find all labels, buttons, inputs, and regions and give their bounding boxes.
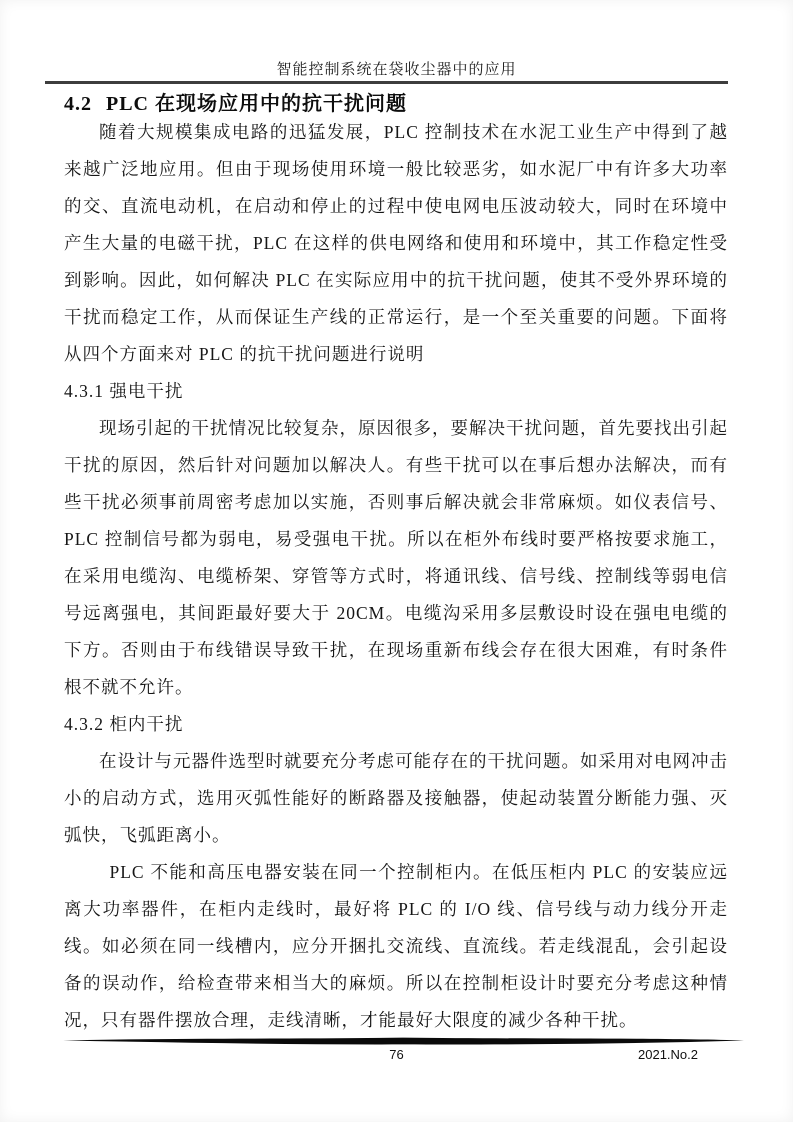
subsection-heading-4-3-1: 4.3.1 强电干扰 — [64, 381, 184, 401]
paragraph-intro: 随着大规模集成电路的迅猛发展，PLC 控制技术在水泥工业生产中得到了越来越广泛地应用。但由于现场使用环境一般比较恶劣，如水泥厂中有许多大功率的交、直流电动机，在启动和停止的过程中使电网电压波动较大，同时在环境中产生大量的电磁干扰，PLC 在这样的供电网络和使用和环境中，其工作稳定性受到影响。因此，如何解决 PLC 在实际应用中的抗干扰问题，使其不受外界环境的干扰而稳定工作，从而保证生产线的正常运行，是一个至关重要的问题。下面将从四个方面来对 PLC 的抗干扰问题进行说明 — [64, 122, 728, 364]
issue-label: 2021.No.2 — [638, 1047, 698, 1062]
section-heading — [64, 87, 728, 116]
paragraph-plc-installation: PLC 不能和高压电器安装在同一个控制柜内。在低压柜内 PLC 的安装应远离大功率器件，在柜内走线时，最好将 PLC 的 I/O 线、信号线与动力线分开走线。如必须在同一线槽内，应分开捆扎交流线、直流线。若走线混乱，会引起设备的误动作，给检查带来相当大的麻烦。所以在控制柜设计时要充分考虑这种情况，只有器件摆放合理，走线清晰，才能最好大限度的减少各种干扰。 — [64, 862, 728, 1030]
page-number: 76 — [389, 1047, 404, 1062]
paragraph-cabinet-design: 在设计与元器件选型时就要充分考虑可能存在的干扰问题。如采用对电网冲击小的启动方式，选用灭弧性能好的断路器及接触器，使起动装置分断能力强、灭弧快，飞弧距离小。 — [64, 751, 728, 845]
section-number: 4.2 — [64, 93, 92, 115]
running-header-title: 智能控制系统在袋收尘器中的应用 — [276, 62, 517, 78]
subsection-heading-4-3-2: 4.3.2 柜内干扰 — [64, 714, 184, 734]
section-title: PLC 在现场应用中的抗干扰问题 — [106, 93, 407, 115]
paragraph-strong-current-interference: 现场引起的干扰情况比较复杂，原因很多，要解决干扰问题，首先要找出引起干扰的原因，然后针对问题加以解决人。有些干扰可以在事后想办法解决，而有些干扰必须事前周密考虑加以实施，否则事后解决就会非常麻烦。如仪表信号、PLC 控制信号都为弱电，易受强电干扰。所以在柜外布线时要严格按要求施工，在采用电缆沟、电缆桥架、穿管等方式时，将通讯线、信号线、控制线等弱电信号远离强电，其间距最好要大于 20CM。电缆沟采用多层敷设时设在强电电缆的下方。否则由于布线错误导致干扰，在现场重新布线会存在很大困难，有时条件根不就不允许。 — [64, 418, 728, 697]
footer — [45, 1047, 748, 1065]
document-body — [64, 114, 728, 1039]
header-rule — [45, 81, 728, 84]
footer-rule-bar — [63, 1036, 744, 1046]
